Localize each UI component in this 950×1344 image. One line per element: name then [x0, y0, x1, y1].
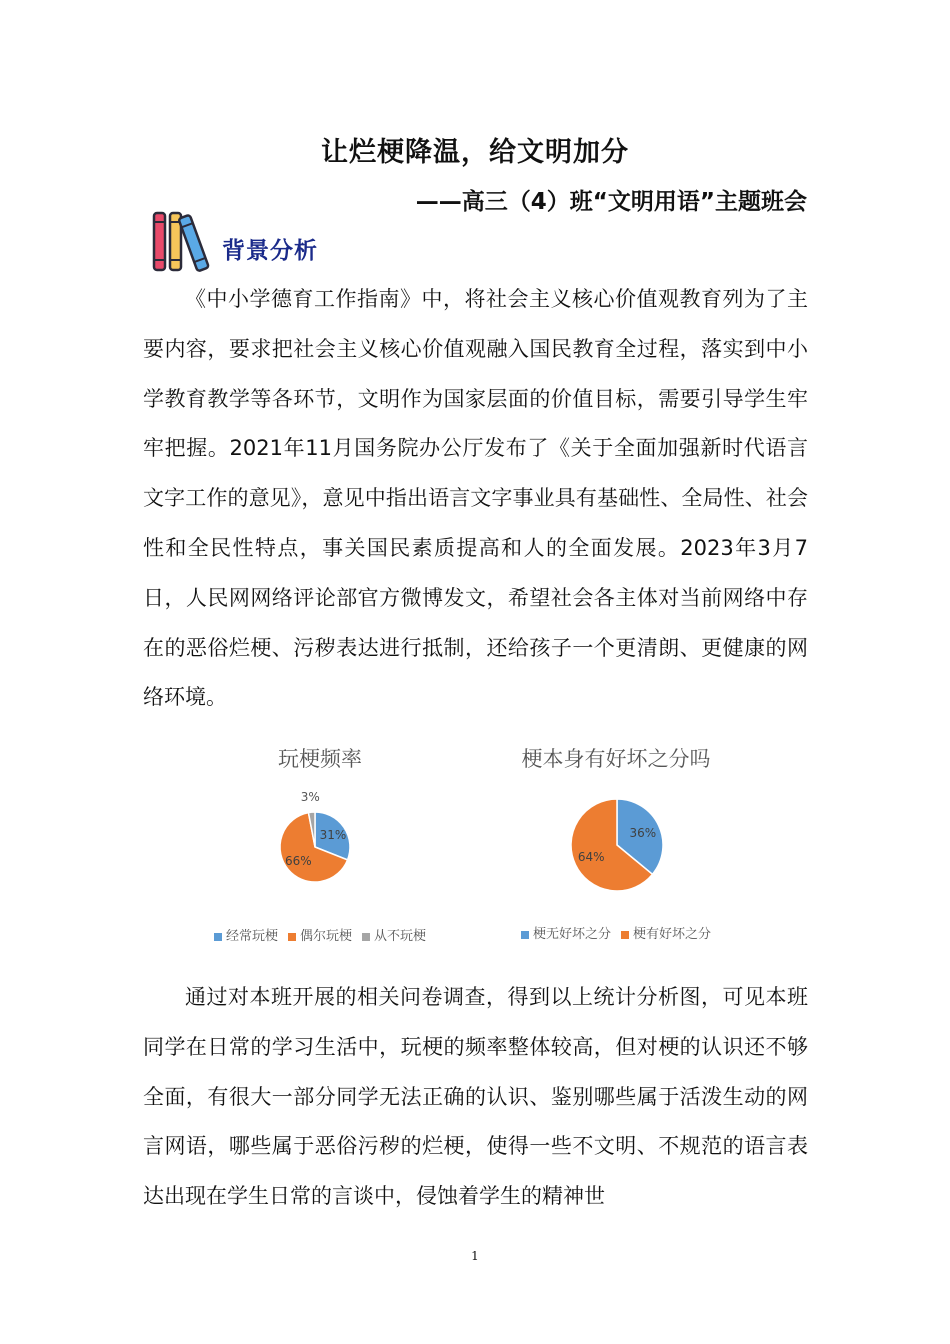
pie-plot [190, 780, 450, 930]
pie-slice-label: 36% [629, 825, 657, 840]
legend-item [521, 923, 611, 942]
legend-label: 偶尔玩梗 [299, 929, 352, 944]
pie-slice-label: 64% [577, 850, 605, 865]
pie-chart-good-bad [476, 735, 756, 950]
pie-slice-label: 66% [284, 853, 312, 868]
legend-item [362, 925, 426, 944]
legend-item [621, 923, 711, 942]
books-icon [150, 210, 216, 274]
chart-legend [476, 923, 756, 942]
legend-label: 梗无好坏之分 [532, 927, 611, 942]
chart-title: 梗本身有好坏之分吗 [521, 747, 711, 771]
document-subtitle: ——高三（4）班“文明用语”主题班会 [415, 189, 807, 215]
legend-swatch [288, 933, 296, 941]
pie-slice-label: 31% [319, 827, 347, 842]
legend-item [288, 925, 352, 944]
pie-plot [476, 780, 756, 930]
chart-title: 玩梗频率 [278, 747, 362, 771]
chart-legend [190, 925, 450, 944]
legend-label: 从不玩梗 [374, 929, 427, 944]
legend-label: 梗有好坏之分 [633, 927, 712, 942]
pie-chart-frequency [190, 735, 450, 950]
legend-label: 经常玩梗 [225, 929, 278, 944]
legend-swatch [214, 933, 222, 941]
pie-slice-label: 3% [300, 790, 320, 805]
legend-item [214, 925, 278, 944]
paragraph-background: 《中小学德育工作指南》中，将社会主义核心价值观教育列为了主要内容，要求把社会主义核心价值观融入国民教育全过程，落实到中小学教育教学等各环节，文明作为国家层面的价值目标，需要引导学生牢牢把握。2021年11月国务院办公厅发布了《关于全面加强新时代语言文字工作的意见》，意见中指出语言文字事业具有基础性、全局性、社会性和全民性特点，事关国民素质提高和人的全面发展。2023年3月7日，人民网网络评论部官方微博发文，希望社会各主体对当前网络中存在的恶俗烂梗、污秽表达进行抵制，还给孩子一个更清朗、更健康的网络环境。 [143, 287, 808, 710]
document-title: 让烂梗降温，给文明加分 [321, 137, 629, 168]
legend-swatch [521, 931, 529, 939]
legend-swatch [621, 931, 629, 939]
paragraph-survey: 通过对本班开展的相关问卷调查，得到以上统计分析图，可见本班同学在日常的学习生活中，玩梗的频率整体较高，但对梗的认识还不够全面，有很大一部分同学无法正确的认识、鉴别哪些属于活泼生动的网言网语，哪些属于恶俗污秽的烂梗，使得一些不文明、不规范的语言表达出现在学生日常的言谈中，侵蚀着学生的精神世 [143, 985, 808, 1209]
section-heading: 背景分析 [222, 238, 318, 264]
page-number: 1 [471, 1249, 479, 1263]
legend-swatch [362, 933, 370, 941]
